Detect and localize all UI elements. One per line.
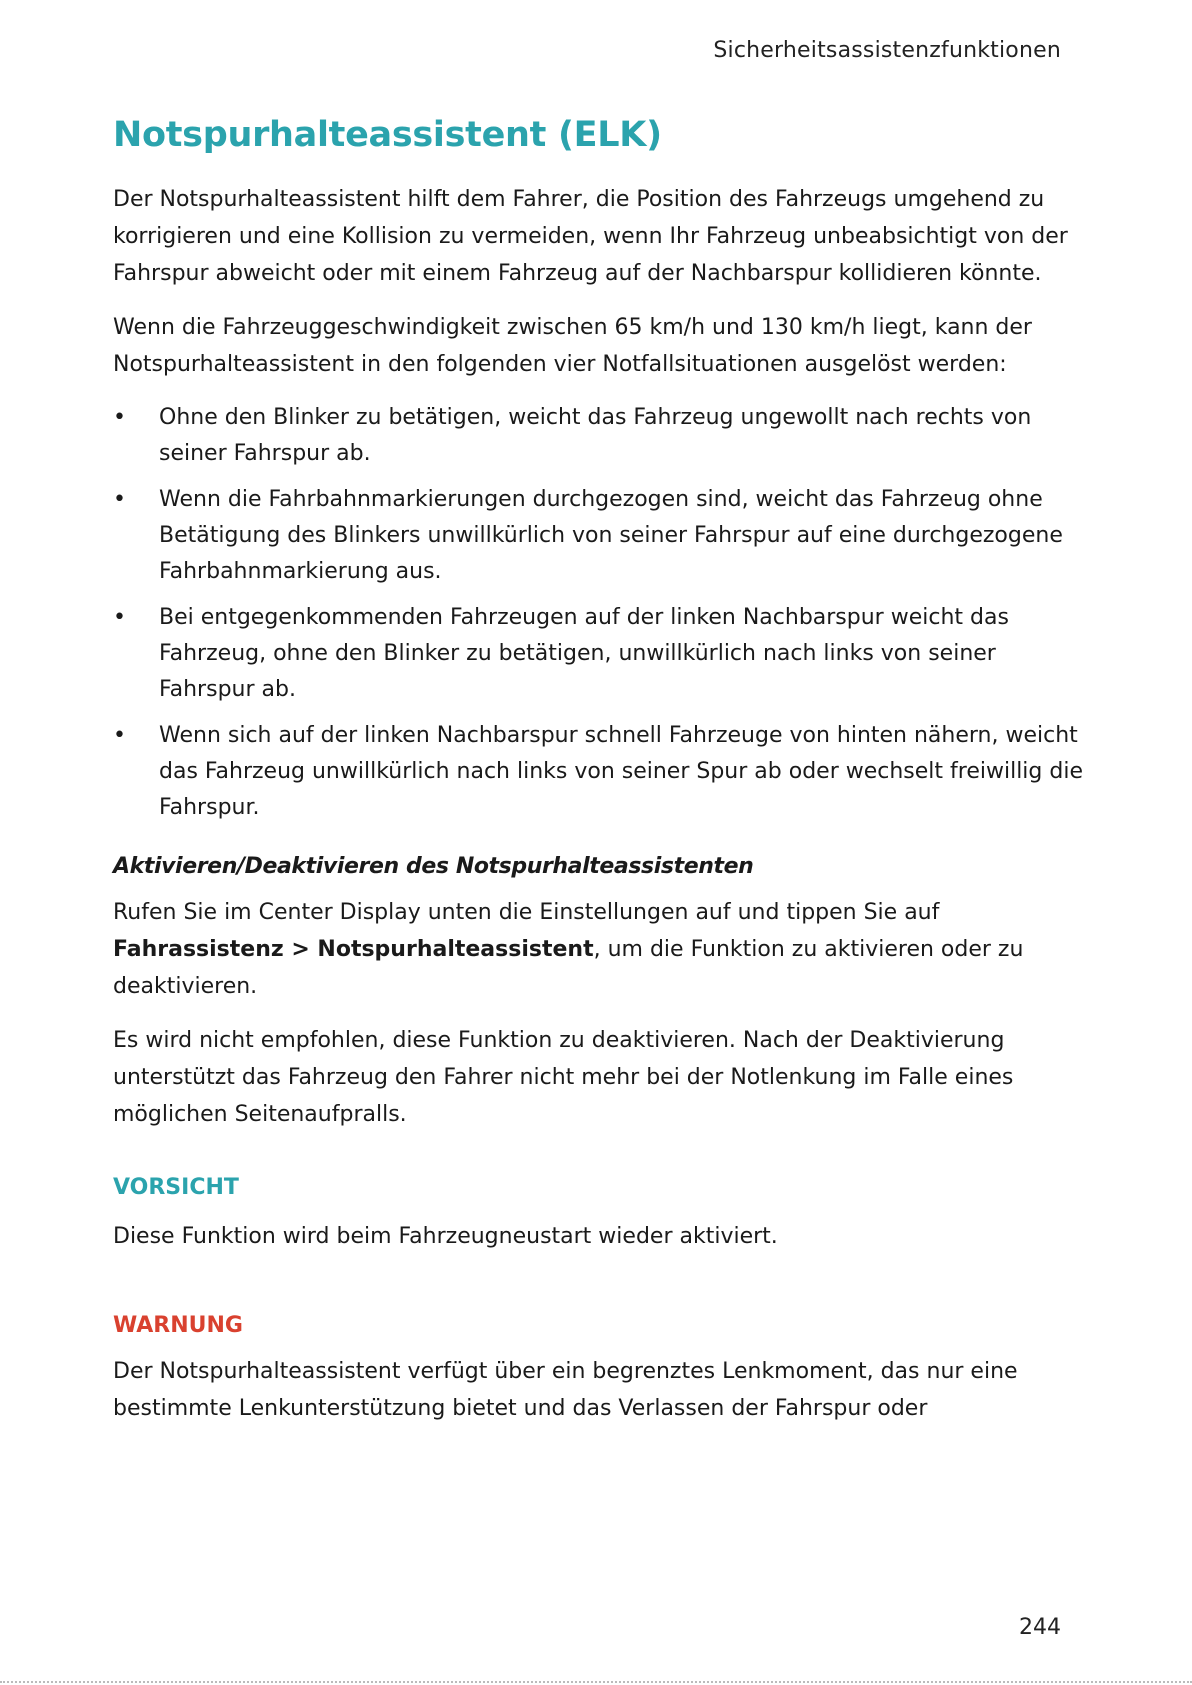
- activation-text-before: Rufen Sie im Center Display unten die Einstellungen auf und tippen Sie auf: [113, 900, 940, 925]
- page-number: 244: [1019, 1615, 1061, 1640]
- caution-text: Diese Funktion wird beim Fahrzeugneustart wieder aktiviert.: [113, 1224, 778, 1249]
- list-item-text: Ohne den Blinker zu betätigen, weicht das Fahrzeug ungewollt nach rechts von seiner Fahrspur ab.: [159, 405, 1032, 466]
- activation-instructions: [113, 894, 1083, 1005]
- emergency-situations-list: [113, 400, 1083, 826]
- warning-label: WARNUNG: [113, 1313, 243, 1338]
- bullet-icon: •: [113, 487, 126, 512]
- page-content: [113, 115, 1083, 1427]
- list-item: [113, 600, 1083, 708]
- bullet-icon: •: [113, 605, 126, 630]
- deactivation-note: Es wird nicht empfohlen, diese Funktion zu deaktivieren. Nach der Deaktivierung unterstützt das Fahrzeug den Fahrer nicht mehr bei der Notlenkung im Falle eines möglichen Seitenaufpralls.: [113, 1028, 1014, 1127]
- list-item: [113, 482, 1083, 590]
- warning-text: Der Notspurhalteassistent verfügt über ein begrenztes Lenkmoment, das nur eine bestimmte Lenkunterstützung bietet und das Verlassen der Fahrspur oder: [113, 1359, 1018, 1421]
- section-heading-activation: Aktivieren/Deaktivieren des Notspurhalteassistenten: [113, 854, 754, 879]
- list-item: [113, 400, 1083, 472]
- activation-text-after: , um die Funktion zu aktivieren oder zu deaktivieren.: [113, 937, 1024, 999]
- bullet-icon: •: [113, 723, 126, 748]
- list-item-text: Wenn sich auf der linken Nachbarspur schnell Fahrzeuge von hinten nähern, weicht das Fahrzeug unwillkürlich nach links von seiner Spur ab oder wechselt freiwillig die Fahrspur.: [159, 723, 1083, 820]
- running-header: Sicherheitsassistenzfunktionen: [713, 38, 1061, 63]
- caution-label: VORSICHT: [113, 1175, 239, 1200]
- bullet-icon: •: [113, 405, 126, 430]
- list-item-text: Bei entgegenkommenden Fahrzeugen auf der linken Nachbarspur weicht das Fahrzeug, ohne den Blinker zu betätigen, unwillkürlich nach links von seiner Fahrspur ab.: [159, 605, 1009, 702]
- page-title: Notspurhalteassistent (ELK): [113, 115, 662, 155]
- menu-path: Fahrassistenz > Notspurhalteassistent: [113, 937, 594, 962]
- page-bottom-divider: [0, 1681, 1192, 1683]
- list-item: [113, 718, 1083, 826]
- speed-range-paragraph: Wenn die Fahrzeuggeschwindigkeit zwischen 65 km/h und 130 km/h liegt, kann der Notspurhalteassistent in den folgenden vier Notfallsituationen ausgelöst werden:: [113, 315, 1032, 377]
- intro-paragraph: Der Notspurhalteassistent hilft dem Fahrer, die Position des Fahrzeugs umgehend zu korrigieren und eine Kollision zu vermeiden, wenn Ihr Fahrzeug unbeabsichtigt von der Fahrspur abweicht oder mit einem Fahrzeug auf der Nachbarspur kollidieren könnte.: [113, 187, 1068, 286]
- list-item-text: Wenn die Fahrbahnmarkierungen durchgezogen sind, weicht das Fahrzeug ohne Betätigung des Blinkers unwillkürlich von seiner Fahrspur auf eine durchgezogene Fahrbahnmarkierung aus.: [159, 487, 1063, 584]
